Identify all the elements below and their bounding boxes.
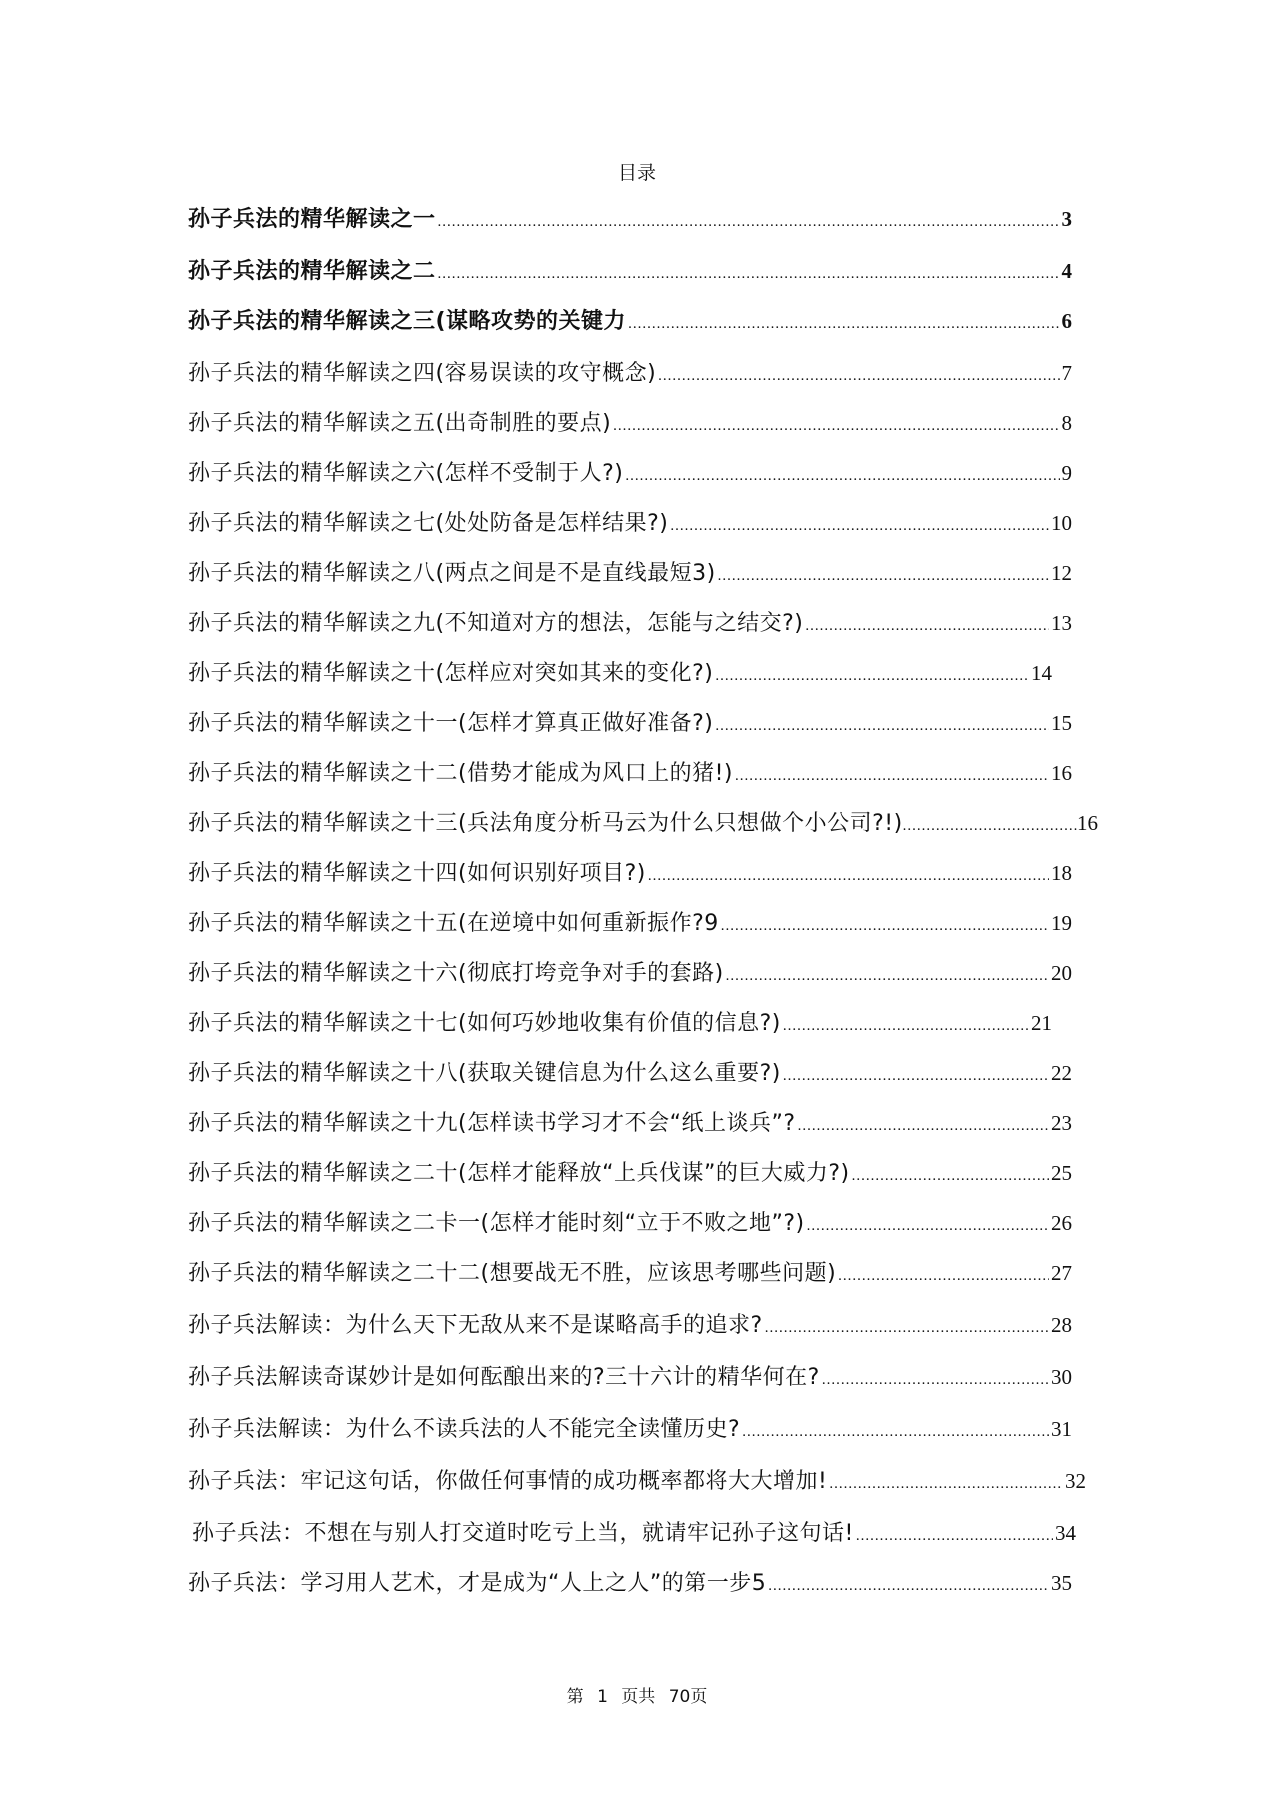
toc-entry[interactable] — [188, 458, 1072, 488]
toc-entry-title: 孙子兵法解读奇谋妙计是如何酝酿出来的?三十六计的精华何在? — [188, 1365, 820, 1390]
toc-entry-page-number: 30 — [1051, 1365, 1072, 1389]
toc-dot-leader — [735, 761, 1049, 791]
toc-dot-leader — [742, 1417, 1049, 1447]
toc-entry[interactable] — [188, 1362, 1072, 1392]
toc-dot-leader — [715, 661, 1029, 691]
toc-entry-page-number: 8 — [1061, 411, 1072, 435]
toc-entry[interactable] — [188, 708, 1072, 738]
toc-entry-page-number: 23 — [1051, 1111, 1072, 1135]
toc-entry[interactable] — [188, 1008, 1052, 1038]
toc-entry-page-number: 27 — [1051, 1261, 1072, 1285]
toc-dot-leader — [807, 1211, 1049, 1241]
toc-dot-leader — [648, 861, 1049, 891]
toc-entry-title: 孙子兵法的精华解读之二十二(想要战无不胜，应该思考哪些问题) — [188, 1261, 837, 1286]
toc-entry-page-number: 6 — [1061, 309, 1072, 333]
toc-dot-leader — [903, 811, 1077, 841]
toc-entry[interactable] — [188, 204, 1072, 234]
toc-dot-leader — [783, 1061, 1049, 1091]
toc-entry-title: 孙子兵法的精华解读之二卡一(怎样才能时刻“立于不败之地”?) — [188, 1211, 805, 1236]
toc-entry[interactable] — [188, 1158, 1072, 1188]
toc-entry[interactable] — [188, 808, 1098, 838]
toc-dot-leader — [718, 561, 1049, 591]
toc-entry-title: 孙子兵法解读：为什么不读兵法的人不能完全读懂历史? — [188, 1417, 741, 1442]
toc-entry-page-number: 16 — [1051, 761, 1072, 785]
toc-entry-page-number: 31 — [1051, 1417, 1072, 1441]
toc-entry-page-number: 16 — [1077, 811, 1098, 835]
toc-dot-leader — [670, 511, 1049, 541]
toc-dot-leader — [726, 961, 1049, 991]
toc-entry-page-number: 22 — [1051, 1061, 1072, 1085]
toc-dot-leader — [438, 259, 1060, 289]
toc-dot-leader — [798, 1111, 1049, 1141]
toc-entry[interactable] — [188, 908, 1072, 938]
footer-middle: 页共 — [621, 1687, 656, 1707]
toc-entry[interactable] — [188, 306, 1072, 336]
toc-entry[interactable] — [188, 858, 1072, 888]
toc-entry[interactable] — [188, 1414, 1072, 1444]
footer-prefix: 第 — [566, 1687, 584, 1707]
toc-entry-title: 孙子兵法：不想在与别人打交道时吃亏上当，就请牢记孙子这句话! — [192, 1521, 854, 1546]
toc-entry-page-number: 28 — [1051, 1313, 1072, 1337]
toc-entry[interactable] — [188, 1258, 1072, 1288]
toc-entry-page-number: 3 — [1061, 207, 1072, 231]
toc-dot-leader — [765, 1313, 1049, 1343]
toc-entry-page-number: 21 — [1031, 1011, 1052, 1035]
footer-current-page: 1 — [597, 1687, 608, 1707]
toc-dot-leader — [625, 461, 1059, 491]
toc-entry-title: 孙子兵法的精华解读之六(怎样不受制于人?) — [188, 461, 624, 486]
toc-entry-title: 孙子兵法的精华解读之十三(兵法角度分析马云为什么只想做个小公司?!) — [188, 811, 903, 836]
toc-entry-page-number: 10 — [1051, 511, 1072, 535]
toc-entry-title: 孙子兵法的精华解读之二十(怎样才能释放“上兵伐谋”的巨大威力?) — [188, 1161, 850, 1186]
toc-entry-page-number: 35 — [1051, 1571, 1072, 1595]
toc-entry-page-number: 19 — [1051, 911, 1072, 935]
toc-entry-page-number: 20 — [1051, 961, 1072, 985]
toc-dot-leader — [829, 1469, 1063, 1499]
page-footer — [0, 1685, 1274, 1709]
toc-entry-title: 孙子兵法的精华解读之十二(借势才能成为风口上的猪!) — [188, 761, 733, 786]
toc-entry[interactable] — [188, 1208, 1072, 1238]
toc-entry-title: 孙子兵法：牢记这句话，你做任何事情的成功概率都将大大增加! — [188, 1469, 828, 1494]
toc-dot-leader — [822, 1365, 1049, 1395]
toc-entry[interactable] — [188, 1108, 1072, 1138]
toc-entry[interactable] — [188, 658, 1052, 688]
toc-entry[interactable] — [188, 358, 1072, 388]
toc-entry-page-number: 13 — [1051, 611, 1072, 635]
toc-entry-page-number: 7 — [1061, 361, 1072, 385]
toc-entry-title: 孙子兵法的精华解读之五(出奇制胜的要点) — [188, 411, 612, 436]
toc-entry[interactable] — [188, 558, 1072, 588]
toc-entry-page-number: 25 — [1051, 1161, 1072, 1185]
toc-entry-page-number: 32 — [1065, 1469, 1086, 1493]
toc-dot-leader — [768, 1571, 1049, 1601]
toc-entry-page-number: 4 — [1061, 259, 1072, 283]
toc-entry-title: 孙子兵法的精华解读之十(怎样应对突如其来的变化?) — [188, 661, 714, 686]
toc-entry-page-number: 26 — [1051, 1211, 1072, 1235]
footer-total-pages: 70页 — [668, 1687, 708, 1707]
toc-entry-title: 孙子兵法的精华解读之十六(彻底打垮竞争对手的套路) — [188, 961, 724, 986]
toc-entry-title: 孙子兵法的精华解读之一 — [188, 207, 436, 232]
toc-dot-leader — [783, 1011, 1029, 1041]
toc-heading: 目录 — [617, 162, 656, 184]
toc-entry-title: 孙子兵法解读：为什么天下无敌从来不是谋略高手的追求? — [188, 1313, 763, 1338]
toc-entry-page-number: 12 — [1051, 561, 1072, 585]
toc-entry-page-number: 14 — [1031, 661, 1052, 685]
toc-entry-title: 孙子兵法的精华解读之九(不知道对方的想法，怎能与之结交?) — [188, 611, 804, 636]
toc-dot-leader — [856, 1521, 1053, 1551]
toc-entry[interactable] — [188, 1310, 1072, 1340]
toc-dot-leader — [658, 361, 1059, 391]
toc-entry[interactable] — [188, 256, 1072, 286]
toc-dot-leader — [613, 411, 1059, 441]
toc-dot-leader — [721, 911, 1049, 941]
toc-entry-title: 孙子兵法的精华解读之十五(在逆境中如何重新振作?9 — [188, 911, 719, 936]
toc-entry[interactable] — [188, 1466, 1086, 1496]
toc-entry-title: 孙子兵法的精华解读之十八(获取关键信息为什么这么重要?) — [188, 1061, 781, 1086]
toc-entry-title: 孙子兵法的精华解读之十九(怎样读书学习才不会“纸上谈兵”? — [188, 1111, 796, 1136]
toc-entry[interactable] — [188, 408, 1072, 438]
toc-entry[interactable] — [188, 608, 1072, 638]
toc-entry[interactable] — [192, 1518, 1076, 1548]
toc-entry[interactable] — [188, 958, 1072, 988]
toc-entry-page-number: 34 — [1055, 1521, 1076, 1545]
toc-entry-page-number: 15 — [1051, 711, 1072, 735]
toc-entry-title: 孙子兵法的精华解读之十一(怎样才算真正做好准备?) — [188, 711, 714, 736]
toc-entry-page-number: 18 — [1051, 861, 1072, 885]
toc-dot-leader — [438, 207, 1060, 237]
toc-dot-leader — [628, 309, 1059, 339]
toc-dot-leader — [852, 1161, 1049, 1191]
toc-entry[interactable] — [188, 1568, 1072, 1598]
toc-entry[interactable] — [188, 758, 1072, 788]
toc-dot-leader — [805, 611, 1049, 641]
toc-entry-title: 孙子兵法的精华解读之十七(如何巧妙地收集有价值的信息?) — [188, 1011, 781, 1036]
toc-dot-leader — [838, 1261, 1049, 1291]
toc-entry-title: 孙子兵法的精华解读之三(谋略攻势的关键力 — [188, 309, 627, 334]
toc-entry-title: 孙子兵法的精华解读之七(处处防备是怎样结果?) — [188, 511, 669, 536]
toc-entry-title: 孙子兵法的精华解读之八(两点之间是不是直线最短3) — [188, 561, 716, 586]
toc-entry[interactable] — [188, 508, 1072, 538]
toc-entry-title: 孙子兵法：学习用人艺术，才是成为“人上之人”的第一步5 — [188, 1571, 767, 1596]
toc-entry-title: 孙子兵法的精华解读之二 — [188, 259, 436, 284]
toc-dot-leader — [715, 711, 1049, 741]
toc-entry-title: 孙子兵法的精华解读之四(容易误读的攻守概念) — [188, 361, 657, 386]
toc-entry-title: 孙子兵法的精华解读之十四(如何识别好项目?) — [188, 861, 646, 886]
toc-entry-page-number: 9 — [1061, 461, 1072, 485]
toc-entry[interactable] — [188, 1058, 1072, 1088]
